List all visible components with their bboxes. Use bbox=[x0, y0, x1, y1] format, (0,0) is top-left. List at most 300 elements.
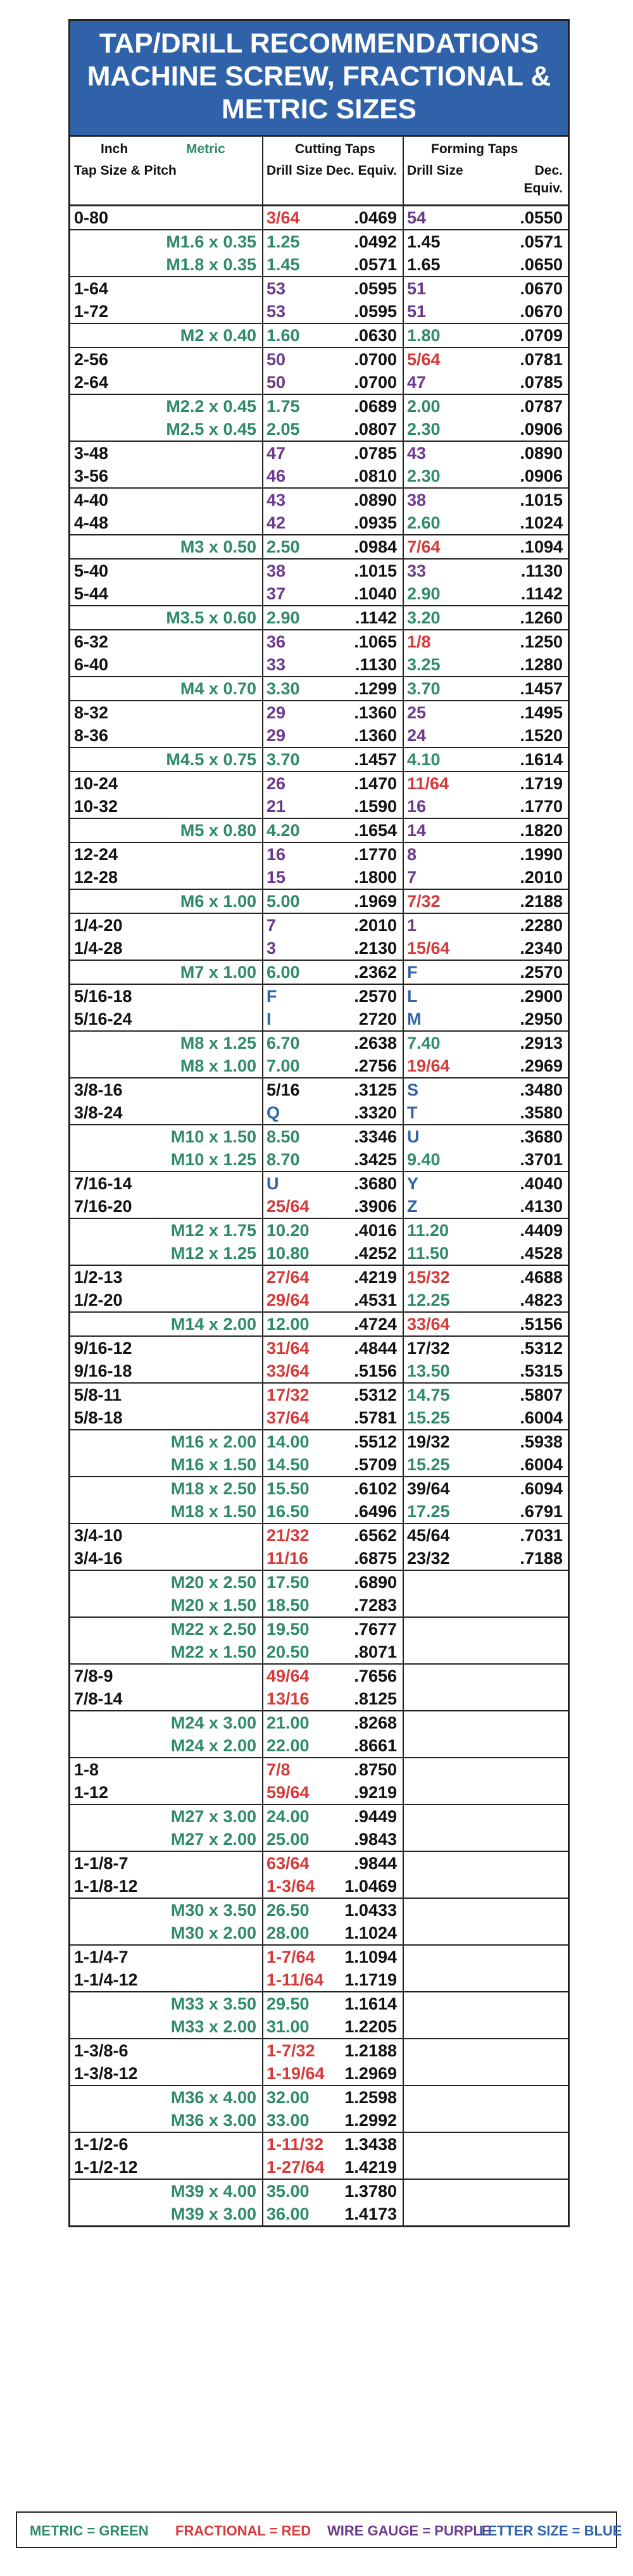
column-divider bbox=[403, 1968, 404, 1991]
column-divider bbox=[403, 1571, 404, 1594]
forming-dec-equiv: .1142 bbox=[520, 584, 563, 603]
cutting-drill-size: 53 bbox=[266, 302, 286, 321]
inch-size: 5/16-24 bbox=[74, 1010, 132, 1029]
column-divider bbox=[262, 277, 263, 300]
forming-dec-equiv: .0787 bbox=[520, 397, 563, 416]
header-tap-size-pitch: Tap Size & Pitch bbox=[74, 163, 177, 178]
cutting-dec-equiv: .5312 bbox=[354, 1385, 397, 1404]
legend-metric: METRIC = GREEN bbox=[30, 2523, 149, 2539]
cutting-dec-equiv: .0595 bbox=[354, 302, 397, 321]
inch-size: 9/16-18 bbox=[74, 1361, 132, 1380]
column-divider bbox=[262, 985, 263, 1008]
forming-drill-size: 3.70 bbox=[407, 679, 441, 698]
cutting-dec-equiv: .1457 bbox=[354, 750, 397, 769]
forming-dec-equiv: .2900 bbox=[520, 987, 563, 1006]
column-divider bbox=[262, 843, 263, 866]
inch-size: 1-1/4-12 bbox=[74, 1970, 138, 1989]
cutting-dec-equiv: .1800 bbox=[354, 868, 397, 887]
cutting-dec-equiv: .1065 bbox=[354, 632, 397, 651]
forming-drill-size: 11/64 bbox=[407, 774, 449, 793]
table-row bbox=[70, 1195, 568, 1218]
forming-dec-equiv: .2570 bbox=[520, 963, 563, 982]
metric-size: M4 x 0.70 bbox=[180, 679, 256, 698]
table-row bbox=[70, 1171, 568, 1195]
cutting-drill-size: 29 bbox=[266, 703, 286, 722]
forming-drill-size: F bbox=[407, 963, 418, 982]
cutting-dec-equiv: .1360 bbox=[354, 703, 397, 722]
metric-size: M14 x 2.00 bbox=[170, 1315, 256, 1334]
cutting-drill-size: 1.45 bbox=[266, 255, 300, 274]
cutting-dec-equiv: 1.1024 bbox=[344, 1923, 397, 1942]
metric-size: M39 x 3.00 bbox=[170, 2204, 256, 2223]
cutting-dec-equiv: .8661 bbox=[354, 1736, 397, 1755]
table-row bbox=[70, 487, 568, 511]
forming-drill-size: 39/64 bbox=[407, 1479, 450, 1498]
column-divider bbox=[262, 1828, 263, 1851]
cutting-dec-equiv: .6562 bbox=[354, 1526, 397, 1545]
cutting-drill-size: 29 bbox=[266, 726, 286, 745]
cutting-drill-size: 21.00 bbox=[266, 1713, 310, 1732]
metric-size: M12 x 1.25 bbox=[170, 1244, 256, 1263]
forming-dec-equiv: .1094 bbox=[520, 537, 563, 556]
forming-drill-size: T bbox=[407, 1103, 418, 1122]
forming-drill-size: 14.75 bbox=[407, 1385, 450, 1404]
metric-size: M1.6 x 0.35 bbox=[166, 232, 256, 251]
column-divider bbox=[262, 1430, 263, 1453]
table-row bbox=[70, 1828, 568, 1851]
cutting-drill-size: 17/32 bbox=[266, 1385, 310, 1404]
column-divider bbox=[403, 324, 404, 347]
column-divider bbox=[262, 395, 263, 418]
forming-drill-size: 2.00 bbox=[407, 397, 441, 416]
column-divider bbox=[262, 1101, 263, 1124]
cutting-dec-equiv: .1040 bbox=[354, 584, 397, 603]
cutting-dec-equiv: .2010 bbox=[354, 916, 397, 935]
inch-size: 12-28 bbox=[74, 868, 118, 887]
table-row bbox=[70, 771, 568, 795]
cutting-drill-size: 8.70 bbox=[266, 1150, 300, 1169]
forming-dec-equiv: .1250 bbox=[520, 632, 563, 651]
column-divider bbox=[262, 1852, 263, 1875]
legend-wire-gauge: WIRE GAUGE = PURPLE bbox=[327, 2523, 491, 2539]
table-row bbox=[70, 1476, 568, 1500]
forming-dec-equiv: .0571 bbox=[520, 232, 563, 251]
cutting-dec-equiv: .9219 bbox=[354, 1783, 397, 1802]
cutting-drill-size: 1-19/64 bbox=[266, 2064, 325, 2083]
metric-size: M10 x 1.25 bbox=[170, 1150, 256, 1169]
metric-size: M36 x 3.00 bbox=[170, 2111, 256, 2130]
cutting-drill-size: 2.90 bbox=[266, 608, 300, 627]
column-divider bbox=[262, 701, 263, 724]
inch-size: 7/16-14 bbox=[74, 1174, 132, 1193]
forming-dec-equiv: .1024 bbox=[520, 513, 563, 532]
forming-dec-equiv: .5807 bbox=[520, 1385, 563, 1404]
column-divider bbox=[262, 1125, 263, 1148]
cutting-drill-size: 1-11/64 bbox=[266, 1970, 324, 1989]
cutting-drill-size: 36 bbox=[266, 632, 286, 651]
column-divider bbox=[403, 1101, 404, 1124]
forming-dec-equiv: .1495 bbox=[520, 703, 563, 722]
column-divider bbox=[403, 2156, 404, 2179]
forming-drill-size: 2.30 bbox=[407, 466, 441, 485]
cutting-drill-size: 1-3/64 bbox=[266, 1877, 315, 1896]
cutting-drill-size: 16 bbox=[266, 845, 286, 864]
column-divider bbox=[403, 1453, 404, 1476]
column-divider bbox=[403, 1665, 404, 1687]
table-row bbox=[70, 441, 568, 465]
cutting-dec-equiv: .2362 bbox=[354, 963, 397, 982]
header-cutting-taps: Cutting Taps bbox=[295, 142, 375, 156]
cutting-dec-equiv: .0810 bbox=[354, 466, 397, 485]
table-row bbox=[70, 511, 568, 534]
cutting-dec-equiv: .9449 bbox=[354, 1807, 397, 1826]
cutting-dec-equiv: .5156 bbox=[354, 1361, 397, 1380]
column-divider bbox=[262, 1079, 263, 1101]
forming-dec-equiv: .6094 bbox=[520, 1479, 563, 1498]
inch-size: 1/4-20 bbox=[74, 916, 123, 935]
inch-size: 2-56 bbox=[74, 350, 109, 369]
column-divider bbox=[403, 1618, 404, 1641]
header-forming-dec: Dec. bbox=[534, 163, 563, 178]
table-row bbox=[70, 2085, 568, 2109]
cutting-drill-size: 37/64 bbox=[266, 1408, 310, 1427]
table-row bbox=[70, 229, 568, 253]
table-row bbox=[70, 1406, 568, 1429]
forming-dec-equiv: .5156 bbox=[520, 1315, 563, 1334]
forming-dec-equiv: .6791 bbox=[520, 1502, 563, 1521]
column-divider bbox=[262, 2203, 263, 2225]
column-divider bbox=[262, 1289, 263, 1311]
cutting-drill-size: 32.00 bbox=[266, 2088, 310, 2107]
column-divider bbox=[403, 348, 404, 371]
table-row bbox=[70, 418, 568, 441]
cutting-drill-size: 1-7/64 bbox=[266, 1948, 315, 1966]
table-row bbox=[70, 1875, 568, 1898]
forming-drill-size: 15.25 bbox=[407, 1408, 450, 1427]
metric-size: M16 x 1.50 bbox=[170, 1455, 256, 1474]
cutting-dec-equiv: 1.1094 bbox=[344, 1948, 397, 1966]
column-divider bbox=[403, 961, 404, 984]
cutting-drill-size: 46 bbox=[266, 466, 286, 485]
inch-size: 1-3/8-12 bbox=[74, 2064, 138, 2083]
table-row bbox=[70, 1453, 568, 1476]
metric-size: M20 x 2.50 bbox=[170, 1573, 256, 1592]
column-divider bbox=[403, 748, 404, 771]
column-divider bbox=[403, 560, 404, 582]
column-divider bbox=[403, 2109, 404, 2132]
header-cutting-dec-equiv: Dec. Equiv. bbox=[326, 163, 397, 178]
cutting-dec-equiv: .1142 bbox=[354, 608, 397, 627]
table-row bbox=[70, 253, 568, 276]
header-forming-equiv: Equiv. bbox=[523, 181, 563, 196]
table-row bbox=[70, 795, 568, 818]
column-divider bbox=[403, 1430, 404, 1453]
column-divider bbox=[403, 937, 404, 960]
forming-drill-size: 8 bbox=[407, 845, 417, 864]
column-divider bbox=[403, 653, 404, 676]
cutting-drill-size: 35.00 bbox=[266, 2182, 310, 2201]
column-divider bbox=[403, 1289, 404, 1311]
column-divider bbox=[403, 1172, 404, 1195]
cutting-drill-size: 15 bbox=[266, 868, 286, 887]
cutting-dec-equiv: .3680 bbox=[354, 1174, 397, 1193]
forming-drill-size: U bbox=[407, 1127, 420, 1146]
column-divider bbox=[403, 277, 404, 300]
inch-size: 3-56 bbox=[74, 466, 109, 485]
column-divider bbox=[262, 206, 263, 229]
column-divider bbox=[403, 418, 404, 441]
cutting-drill-size: 2.05 bbox=[266, 420, 300, 439]
inch-size: 5-44 bbox=[74, 584, 109, 603]
forming-drill-size: 3.25 bbox=[407, 655, 441, 674]
forming-dec-equiv: .4823 bbox=[520, 1291, 563, 1310]
column-divider bbox=[262, 2156, 263, 2179]
column-divider bbox=[262, 489, 263, 511]
cutting-drill-size: 1.60 bbox=[266, 326, 300, 345]
forming-drill-size: 14 bbox=[407, 821, 427, 840]
forming-drill-size: Z bbox=[407, 1197, 418, 1216]
column-divider bbox=[262, 1968, 263, 1991]
cutting-drill-size: 3/64 bbox=[266, 208, 300, 227]
cutting-dec-equiv: .3346 bbox=[354, 1127, 397, 1146]
title-line-2: MACHINE SCREW, FRACTIONAL & bbox=[87, 61, 551, 92]
header-inch: Inch bbox=[101, 142, 128, 156]
cutting-drill-size: 53 bbox=[266, 279, 286, 298]
column-divider bbox=[262, 582, 263, 605]
inch-size: 7/8-14 bbox=[74, 1689, 123, 1708]
header-cutting-drill-size: Drill Size bbox=[266, 163, 323, 178]
cutting-dec-equiv: .0984 bbox=[354, 537, 397, 556]
cutting-drill-size: 47 bbox=[266, 444, 286, 463]
column-divider bbox=[262, 1313, 263, 1335]
column-divider bbox=[262, 2133, 263, 2156]
inch-size: 1/4-28 bbox=[74, 939, 123, 958]
column-divider bbox=[262, 253, 263, 276]
metric-size: M12 x 1.75 bbox=[170, 1221, 256, 1240]
column-divider bbox=[262, 1734, 263, 1757]
column-divider bbox=[403, 1477, 404, 1500]
forming-drill-size: 24 bbox=[407, 726, 427, 745]
cutting-dec-equiv: .0700 bbox=[354, 350, 397, 369]
forming-drill-size: 4.10 bbox=[407, 750, 441, 769]
metric-size: M3 x 0.50 bbox=[180, 537, 256, 556]
forming-drill-size: 17.25 bbox=[407, 1502, 450, 1521]
cutting-dec-equiv: 1.4173 bbox=[344, 2204, 397, 2223]
table-row bbox=[70, 2203, 568, 2225]
column-divider bbox=[403, 1992, 404, 2015]
column-divider bbox=[262, 630, 263, 653]
inch-size: 1-3/8-6 bbox=[74, 2041, 128, 2060]
table-row bbox=[70, 1265, 568, 1289]
column-divider bbox=[403, 985, 404, 1008]
column-divider bbox=[262, 1594, 263, 1616]
column-divider bbox=[262, 653, 263, 676]
forming-drill-size: 1 bbox=[407, 916, 417, 935]
cutting-drill-size: 6.70 bbox=[266, 1034, 300, 1053]
cutting-dec-equiv: .3425 bbox=[354, 1150, 397, 1169]
cutting-dec-equiv: .4724 bbox=[354, 1315, 397, 1334]
column-divider bbox=[403, 1384, 404, 1406]
forming-dec-equiv: .1719 bbox=[520, 774, 563, 793]
cutting-dec-equiv: .2756 bbox=[354, 1056, 397, 1075]
metric-size: M16 x 2.00 bbox=[170, 1432, 256, 1451]
forming-dec-equiv: .1990 bbox=[520, 845, 563, 864]
column-divider bbox=[403, 1711, 404, 1734]
cutting-drill-size: 50 bbox=[266, 350, 286, 369]
cutting-dec-equiv: .0935 bbox=[354, 513, 397, 532]
column-divider bbox=[403, 1337, 404, 1360]
column-divider bbox=[262, 1571, 263, 1594]
inch-size: 8-36 bbox=[74, 726, 109, 745]
forming-drill-size: 43 bbox=[407, 444, 427, 463]
cutting-dec-equiv: .1360 bbox=[354, 726, 397, 745]
metric-size: M2.2 x 0.45 bbox=[166, 397, 256, 416]
column-divider bbox=[403, 1360, 404, 1382]
forming-drill-size: 23/32 bbox=[407, 1549, 450, 1568]
cutting-dec-equiv: .7283 bbox=[354, 1596, 397, 1615]
cutting-dec-equiv: 2720 bbox=[358, 1010, 397, 1029]
column-divider bbox=[262, 300, 263, 323]
table-row bbox=[70, 1429, 568, 1453]
forming-drill-size: 2.30 bbox=[407, 420, 441, 439]
table-row bbox=[70, 1781, 568, 1804]
forming-dec-equiv: .0550 bbox=[520, 208, 563, 227]
column-divider bbox=[403, 606, 404, 629]
table-row bbox=[70, 2015, 568, 2038]
forming-drill-size: 2.90 bbox=[407, 584, 441, 603]
table-row bbox=[70, 1898, 568, 1922]
cutting-drill-size: 19.50 bbox=[266, 1620, 310, 1639]
forming-dec-equiv: .3680 bbox=[520, 1127, 563, 1146]
column-divider bbox=[403, 1946, 404, 1968]
column-divider bbox=[262, 677, 263, 700]
column-divider bbox=[403, 1594, 404, 1616]
inch-size: 0-80 bbox=[74, 208, 109, 227]
table-row bbox=[70, 2109, 568, 2132]
cutting-drill-size: 3 bbox=[266, 939, 277, 958]
column-divider bbox=[262, 772, 263, 795]
forming-dec-equiv: .1820 bbox=[520, 821, 563, 840]
forming-drill-size: 38 bbox=[407, 491, 427, 510]
inch-size: 1-72 bbox=[74, 302, 109, 321]
cutting-dec-equiv: 1.1614 bbox=[344, 1994, 397, 2013]
column-divider bbox=[262, 348, 263, 371]
column-divider bbox=[262, 1500, 263, 1523]
forming-dec-equiv: .0906 bbox=[520, 420, 563, 439]
inch-size: 1-12 bbox=[74, 1783, 109, 1802]
table-row bbox=[70, 842, 568, 866]
column-divider bbox=[403, 442, 404, 465]
metric-size: M6 x 1.00 bbox=[180, 892, 256, 911]
color-legend bbox=[16, 2511, 622, 2548]
forming-drill-size: M bbox=[407, 1010, 422, 1029]
cutting-drill-size: 29/64 bbox=[266, 1291, 310, 1310]
table-row bbox=[70, 558, 568, 582]
column-divider bbox=[262, 1781, 263, 1804]
forming-dec-equiv: .2188 bbox=[520, 892, 563, 911]
cutting-dec-equiv: .2638 bbox=[354, 1034, 397, 1053]
column-divider bbox=[403, 1079, 404, 1101]
cutting-dec-equiv: .5512 bbox=[354, 1432, 397, 1451]
inch-size: 3/8-24 bbox=[74, 1103, 123, 1122]
metric-size: M4.5 x 0.75 bbox=[166, 750, 256, 769]
cutting-dec-equiv: .1299 bbox=[354, 679, 397, 698]
table-row bbox=[70, 2038, 568, 2062]
column-divider bbox=[403, 1781, 404, 1804]
forming-drill-size: 16 bbox=[407, 797, 427, 816]
forming-drill-size: 9.40 bbox=[407, 1150, 441, 1169]
inch-size: 5/16-18 bbox=[74, 987, 132, 1006]
column-divider bbox=[262, 2015, 263, 2038]
inch-size: 1-1/2-12 bbox=[74, 2158, 138, 2177]
column-divider bbox=[262, 1337, 263, 1360]
column-divider bbox=[403, 2015, 404, 2038]
column-divider bbox=[403, 819, 404, 842]
forming-drill-size: 19/64 bbox=[407, 1056, 450, 1075]
forming-dec-equiv: .1280 bbox=[520, 655, 563, 674]
cutting-dec-equiv: .6875 bbox=[354, 1549, 397, 1568]
table-row bbox=[70, 1547, 568, 1570]
cutting-drill-size: 13/16 bbox=[266, 1689, 310, 1708]
column-header bbox=[70, 137, 568, 206]
header-forming-drill-size: Drill Size bbox=[407, 163, 463, 178]
inch-size: 9/16-12 bbox=[74, 1339, 132, 1358]
cutting-drill-size: 8.50 bbox=[266, 1127, 300, 1146]
forming-drill-size: 33/64 bbox=[407, 1315, 450, 1334]
cutting-drill-size: 1.25 bbox=[266, 232, 300, 251]
inch-size: 1/2-20 bbox=[74, 1291, 123, 1310]
column-divider bbox=[262, 1406, 263, 1429]
column-divider bbox=[403, 1008, 404, 1030]
column-divider bbox=[403, 2203, 404, 2225]
column-divider bbox=[403, 535, 404, 558]
cutting-drill-size: 7.00 bbox=[266, 1056, 300, 1075]
inch-size: 1-1/4-7 bbox=[74, 1948, 128, 1966]
column-divider bbox=[262, 2062, 263, 2085]
cutting-dec-equiv: .0700 bbox=[354, 373, 397, 392]
column-divider bbox=[403, 1734, 404, 1757]
forming-dec-equiv: .6004 bbox=[520, 1455, 563, 1474]
forming-drill-size: 47 bbox=[407, 373, 427, 392]
table-row bbox=[70, 1500, 568, 1523]
table-row bbox=[70, 2156, 568, 2179]
cutting-drill-size: 43 bbox=[266, 491, 286, 510]
inch-size: 1/2-13 bbox=[74, 1268, 123, 1287]
table-row bbox=[70, 465, 568, 487]
forming-drill-size: 1.45 bbox=[407, 232, 441, 251]
forming-drill-size: L bbox=[407, 987, 418, 1006]
forming-dec-equiv: .0709 bbox=[520, 326, 563, 345]
forming-drill-size: 11.20 bbox=[407, 1221, 449, 1240]
metric-size: M24 x 2.00 bbox=[170, 1736, 256, 1755]
column-divider bbox=[403, 253, 404, 276]
cutting-drill-size: 24.00 bbox=[266, 1807, 310, 1826]
forming-dec-equiv: .6004 bbox=[520, 1408, 563, 1427]
forming-dec-equiv: .0670 bbox=[520, 302, 563, 321]
forming-dec-equiv: .0781 bbox=[520, 350, 563, 369]
cutting-drill-size: 10.80 bbox=[266, 1244, 310, 1263]
table-row bbox=[70, 2062, 568, 2085]
forming-dec-equiv: .1015 bbox=[520, 491, 563, 510]
table-row bbox=[70, 323, 568, 347]
forming-drill-size: 1/8 bbox=[407, 632, 431, 651]
column-divider bbox=[403, 724, 404, 747]
forming-dec-equiv: .4040 bbox=[520, 1174, 563, 1193]
column-divider bbox=[403, 1054, 404, 1077]
cutting-dec-equiv: .6102 bbox=[354, 1479, 397, 1498]
table-row bbox=[70, 1687, 568, 1710]
column-divider bbox=[403, 1406, 404, 1429]
